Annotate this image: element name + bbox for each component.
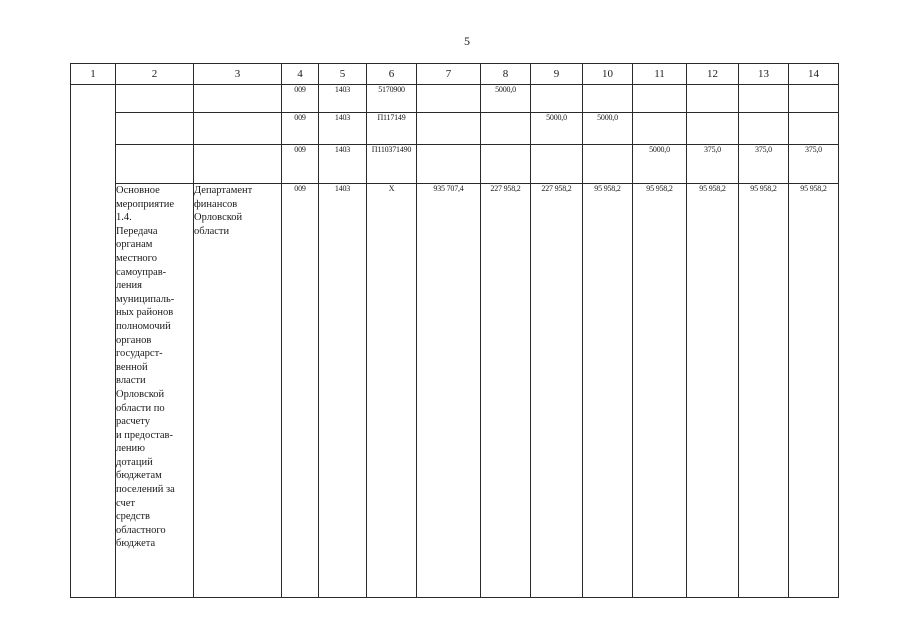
table-cell-col2 [116, 85, 194, 113]
table-cell-col4: 009 [282, 145, 319, 184]
table-cell-col8: 5000,0 [481, 85, 531, 113]
table-cell-col13: 95 958,2 [739, 184, 789, 598]
table-row [71, 145, 839, 184]
table-cell-col10: 5000,0 [583, 113, 633, 145]
table-cell-col7: 935 707,4 [417, 184, 481, 598]
table-cell-col11 [633, 113, 687, 145]
header-cell-6: 6 [367, 64, 417, 85]
table-cell-col6: Х [367, 184, 417, 598]
header-cell-7: 7 [417, 64, 481, 85]
header-cell-5: 5 [319, 64, 367, 85]
table-cell-col11 [633, 85, 687, 113]
table-cell-col9: 227 958,2 [531, 184, 583, 598]
header-row [71, 64, 839, 85]
table-cell-col4: 009 [282, 85, 319, 113]
table-cell-col8 [481, 113, 531, 145]
table-cell-col7 [417, 113, 481, 145]
table-cell-col5: 1403 [319, 85, 367, 113]
table-cell-col9 [531, 85, 583, 113]
table-cell-col13: 375,0 [739, 145, 789, 184]
page-number: 5 [464, 34, 470, 48]
table-cell-col6: 5170900 [367, 85, 417, 113]
table-cell-col7 [417, 85, 481, 113]
table-cell-col10: 95 958,2 [583, 184, 633, 598]
responsible-executor-cell: Департамент финансов Орловской области [194, 184, 282, 598]
table-cell-col6: П110371490 [367, 145, 417, 184]
header-cell-8: 8 [481, 64, 531, 85]
table-cell-col9 [531, 145, 583, 184]
activity-description-cell: Основное мероприятие 1.4. Передача органам местного самоуправ- ления муниципаль- ных районов полномочий органов государст- венной власти Орловской области по расчету и предостав- лению дотаций бюджетам поселений за счет средств областного бюджета [116, 184, 194, 598]
table-cell-col13 [739, 85, 789, 113]
table-cell-col5: 1403 [319, 184, 367, 598]
header-cell-14: 14 [789, 64, 839, 85]
table-cell-col3 [194, 145, 282, 184]
table-cell-col2 [116, 113, 194, 145]
table-cell-col4: 009 [282, 113, 319, 145]
table-cell-col14 [789, 113, 839, 145]
table-cell-col10 [583, 85, 633, 113]
table-cell-col2 [116, 145, 194, 184]
table-row [71, 113, 839, 145]
header-cell-9: 9 [531, 64, 583, 85]
table-cell-col4: 009 [282, 184, 319, 598]
table-cell-col13 [739, 113, 789, 145]
table-cell-col10 [583, 145, 633, 184]
table-cell-col3 [194, 113, 282, 145]
table-cell-col11: 95 958,2 [633, 184, 687, 598]
table-cell-col7 [417, 145, 481, 184]
header-cell-3: 3 [194, 64, 282, 85]
table-cell-col5: 1403 [319, 113, 367, 145]
table-cell-col12 [687, 85, 739, 113]
header-cell-12: 12 [687, 64, 739, 85]
table-cell-col14 [789, 85, 839, 113]
header-cell-13: 13 [739, 64, 789, 85]
data-table [70, 63, 839, 598]
merged-cell-col1 [71, 85, 116, 598]
table-cell-col14: 375,0 [789, 145, 839, 184]
header-cell-2: 2 [116, 64, 194, 85]
table-cell-col14: 95 958,2 [789, 184, 839, 598]
table-cell-col8: 227 958,2 [481, 184, 531, 598]
table-row [71, 85, 839, 113]
header-cell-1: 1 [71, 64, 116, 85]
header-cell-11: 11 [633, 64, 687, 85]
table-cell-col12: 375,0 [687, 145, 739, 184]
table-cell-col12: 95 958,2 [687, 184, 739, 598]
header-cell-10: 10 [583, 64, 633, 85]
table-cell-col8 [481, 145, 531, 184]
table-cell-col6: П117149 [367, 113, 417, 145]
table-cell-col11: 5000,0 [633, 145, 687, 184]
header-cell-4: 4 [282, 64, 319, 85]
table-row [71, 184, 839, 598]
table-cell-col12 [687, 113, 739, 145]
table-cell-col3 [194, 85, 282, 113]
table-cell-col5: 1403 [319, 145, 367, 184]
table-cell-col9: 5000,0 [531, 113, 583, 145]
